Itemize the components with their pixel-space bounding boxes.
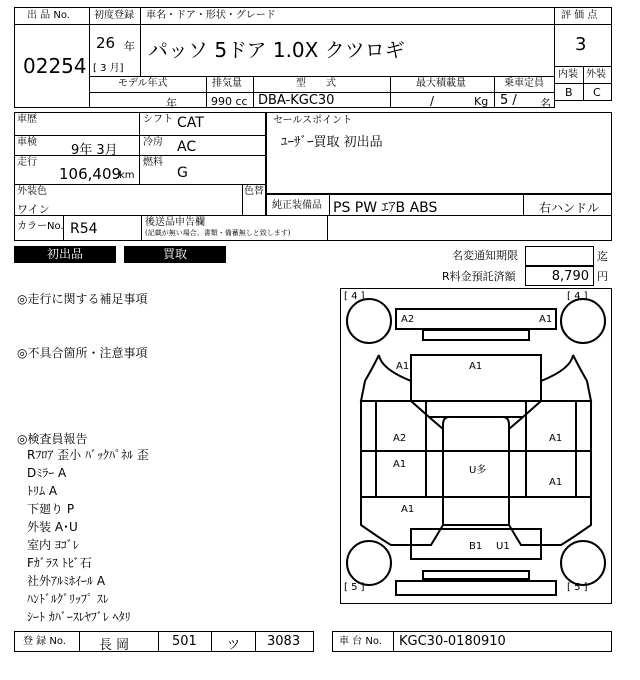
inspector-report-heading: ◎検査員報告 — [17, 432, 88, 446]
driving-notes-heading: ◎走行に関する補足事項 — [17, 292, 148, 306]
damage-mark: A1 — [549, 477, 563, 488]
report-line: ｼｰﾄ ｶﾊﾞｰｽﾚﾔﾌﾞﾚ ﾍﾀﾘ — [27, 610, 131, 624]
score-label: 評 価 点 — [561, 10, 598, 21]
fuel-label: 燃料 — [143, 157, 163, 168]
shift-label: シフト — [143, 114, 173, 125]
chassis-number-label: 車 台 No. — [339, 636, 382, 647]
post-items-note: (記載が無い場合、書類・備蓄無しと致します) — [145, 229, 291, 237]
exterior-grade-label: 外装 — [586, 69, 606, 80]
chassis-number: KGC30-0180910 — [399, 634, 506, 649]
sales-point-label: セールスポイント — [273, 115, 353, 126]
registration-year: 26 — [96, 34, 116, 52]
color-post-box — [14, 215, 328, 241]
displacement: 990 cc — [211, 95, 248, 108]
lot-number: 02254 — [23, 54, 87, 78]
inspection-value: 9年 3月 — [71, 143, 118, 158]
damage-mark: A1 — [469, 361, 483, 372]
recycle-fee-value: 8,790 — [551, 269, 589, 284]
aircon-value: AC — [177, 139, 197, 155]
exterior-grade: C — [593, 86, 601, 99]
lot-number-label: 出 品 No. — [27, 10, 70, 21]
damage-mark: A1 — [401, 504, 415, 515]
damage-mark: U1 — [496, 541, 510, 552]
mileage-unit: km — [119, 170, 135, 181]
equipment-box — [266, 194, 612, 216]
max-load-slash: / — [430, 94, 435, 108]
capacity-label: 乗車定員 — [504, 78, 544, 89]
chassis-number-box — [332, 631, 612, 652]
capacity-value: 5 / — [500, 93, 517, 108]
history-label: 車歴 — [17, 114, 37, 125]
buyback-tag: 買取 — [124, 246, 226, 263]
tire-depth-rear-left: [ 5 ] — [344, 582, 365, 593]
vehicle-name: パッソ 5ドア 1.0X クツロギ — [148, 38, 405, 62]
shift-value: CAT — [177, 115, 204, 131]
max-load-unit: Kg — [474, 95, 489, 108]
type-label: 型 式 — [296, 78, 336, 89]
interior-grade: B — [565, 86, 573, 99]
color-change-label: 色替 — [244, 186, 264, 197]
sales-point-box — [266, 112, 612, 194]
displacement-label: 排気量 — [212, 78, 242, 89]
recycle-fee-label: R料金預託済額 — [442, 270, 516, 283]
damage-mark: B1 — [469, 541, 483, 552]
equipment-label: 純正装備品 — [272, 200, 322, 211]
tire-depth-front-right: [ 4 ] — [567, 291, 588, 302]
tire-depth-rear-right: [ 5 ] — [567, 582, 588, 593]
exterior-color-label: 外装色 — [17, 186, 47, 197]
lot-number-box — [14, 7, 90, 108]
damage-mark: A1 — [549, 433, 563, 444]
type-value: DBA-KGC30 — [258, 93, 335, 108]
report-line: ﾊﾝﾄﾞﾙｸﾞﾘｯﾌﾟ ｽﾚ — [27, 592, 109, 606]
equipment-value: PS PW ｴｱB ABS — [333, 200, 438, 216]
registration-area: 長 岡 — [99, 638, 130, 653]
damage-mark: A1 — [539, 314, 553, 325]
color-number-label: カラーNo. — [17, 221, 64, 232]
max-load-label: 最大積載量 — [416, 78, 466, 89]
defects-heading: ◎不具合箇所・注意事項 — [17, 346, 148, 360]
damage-diagram — [340, 288, 612, 604]
report-line: Dﾐﾗｰ A — [27, 466, 67, 480]
report-line: 社外ｱﾙﾐﾎｲｰﾙ A — [27, 574, 106, 588]
exterior-color: ワイン — [17, 203, 50, 216]
inspection-label: 車検 — [17, 137, 37, 148]
fuel-value: G — [177, 165, 188, 181]
registration-digits: 3083 — [267, 634, 301, 649]
registration-year-unit: 年 — [124, 40, 135, 53]
damage-mark: A1 — [396, 361, 410, 372]
report-line: 下廻り P — [27, 502, 75, 516]
name-change-deadline-label: 名変通知期限 — [452, 249, 518, 262]
report-line: Fｶﾞﾗｽ ﾄﾋﾞ石 — [27, 556, 92, 570]
damage-mark: A2 — [401, 314, 415, 325]
registration-number-label: 登 録 No. — [23, 636, 66, 647]
name-change-deadline-unit: 迄 — [597, 250, 608, 263]
damage-mark: A2 — [393, 433, 407, 444]
steering-side: 右ハンドル — [539, 201, 600, 215]
report-line: ﾄﾘﾑ A — [27, 484, 58, 498]
capacity-unit: 名 — [540, 97, 551, 110]
first-registration-label: 初度登録 — [94, 10, 134, 21]
tire-depth-front-left: [ 4 ] — [344, 291, 365, 302]
report-line: 室内 ﾖｺﾞﾚ — [27, 538, 79, 552]
vehicle-name-box — [89, 7, 555, 108]
mileage-value: 106,409 — [59, 165, 122, 183]
damage-mark: A1 — [393, 459, 407, 470]
report-line: 外装 A･U — [27, 520, 78, 534]
sales-point: ﾕｰｻﾞｰ買取 初出品 — [281, 135, 383, 150]
registration-number-box — [14, 631, 314, 652]
post-items-label: 後送品申告欄 — [145, 217, 205, 228]
recycle-fee-field — [525, 266, 594, 286]
car-outline — [341, 289, 611, 603]
evaluation-score: 3 — [575, 34, 587, 55]
model-year-label: モデル年式 — [118, 78, 168, 89]
blank-box — [327, 215, 612, 241]
name-change-deadline-field — [525, 246, 594, 266]
registration-kana: ツ — [227, 638, 241, 653]
registration-class: 501 — [172, 634, 197, 649]
first-listing-tag: 初出品 — [14, 246, 116, 263]
recycle-fee-unit: 円 — [597, 270, 608, 283]
registration-month: [ 3 月] — [93, 63, 124, 74]
interior-grade-label: 内装 — [558, 69, 578, 80]
color-number: R54 — [70, 221, 98, 237]
score-box — [554, 7, 612, 101]
spec-box — [14, 112, 266, 216]
report-line: Rﾌﾛｱ 歪小 ﾊﾞｯｸﾊﾟﾈﾙ 歪 — [27, 448, 149, 462]
aircon-label: 冷房 — [143, 137, 163, 148]
damage-mark: U多 — [469, 465, 487, 476]
mileage-label: 走行 — [17, 157, 37, 168]
model-year-unit: 年 — [166, 97, 177, 110]
vehicle-name-label: 車名・ドア・形状・グレード — [146, 10, 276, 21]
